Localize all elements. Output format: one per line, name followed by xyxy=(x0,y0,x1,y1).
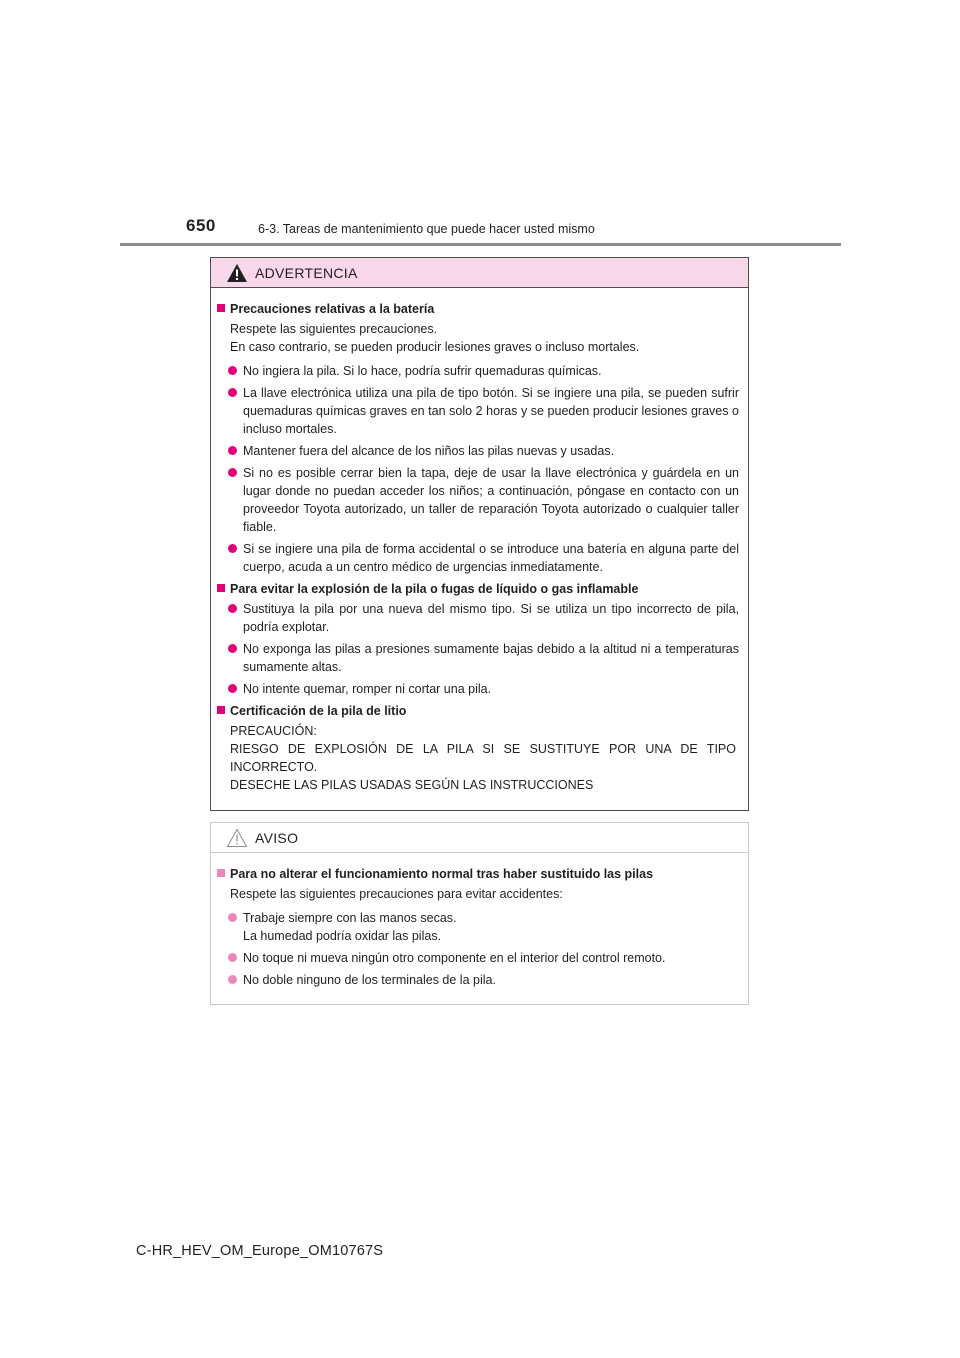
warning-box-header xyxy=(211,258,748,288)
section-title: 6-3. Tareas de mantenimiento que puede hacer usted mismo xyxy=(258,222,595,236)
bullet-dot-icon xyxy=(228,604,237,613)
list-item: La llave electrónica utiliza una pila de tipo botón. Si se ingiere una pila, se pueden sufrir quemaduras químicas graves en tan solo 2 horas y se pueden producir lesiones graves o incluso mortales. xyxy=(217,384,742,438)
bullet-dot-icon xyxy=(228,975,237,984)
list-item: Si no es posible cerrar bien la tapa, deje de usar la llave electrónica y guárdela en un lugar donde no puedan acceder los niños; a continuación, póngase en contacto con un proveedor Toyota autorizado, un taller de reparación Toyota autorizado o cualquier taller fiable. xyxy=(217,464,742,536)
list-item: Sustituya la pila por una nueva del mismo tipo. Si se utiliza un tipo incorrecto de pila, podría explotar. xyxy=(217,600,742,636)
notice-body xyxy=(211,853,748,989)
list-item: Si se ingiere una pila de forma accidental o se introduce una batería en alguna parte del cuerpo, acuda a un centro médico de urgencias inmediatamente. xyxy=(217,540,742,576)
list-item: No intente quemar, romper ni cortar una pila. xyxy=(217,680,742,698)
section-heading: Para no alterar el funcionamiento normal tras haber sustituido las pilas xyxy=(217,865,742,883)
header-rule xyxy=(120,243,841,246)
section-heading: Precauciones relativas a la batería xyxy=(217,300,742,318)
notice-box xyxy=(210,822,749,1005)
list-item: No exponga las pilas a presiones sumamente bajas debido a la altitud ni a temperaturas sumamente altas. xyxy=(217,640,742,676)
list-item: Mantener fuera del alcance de los niños las pilas nuevas y usadas. xyxy=(217,442,742,460)
lithium-certification-text: PRECAUCIÓN: RIESGO DE EXPLOSIÓN DE LA PILA SI SE SUSTITUYE POR UNA DE TIPO INCORRECTO. DESECHE LAS PILAS USADAS SEGÚN LAS INSTRUCCIONES xyxy=(230,724,736,792)
notice-triangle-icon xyxy=(226,828,248,848)
square-bullet-icon xyxy=(217,706,225,714)
square-bullet-icon xyxy=(217,304,225,312)
notice-title: AVISO xyxy=(255,829,299,846)
bullet-dot-icon xyxy=(228,644,237,653)
bullet-dot-icon xyxy=(228,684,237,693)
notice-box-header xyxy=(211,823,748,853)
intro-paragraph: Respete las siguientes precauciones. En caso contrario, se pueden producir lesiones graves o incluso mortales. xyxy=(230,322,640,354)
bullet-dot-icon xyxy=(228,953,237,962)
warning-box xyxy=(210,257,749,811)
warning-triangle-icon xyxy=(226,263,248,283)
list-item: No doble ninguno de los terminales de la pila. xyxy=(217,971,742,989)
warning-title: ADVERTENCIA xyxy=(255,264,358,281)
section-heading: Para evitar la explosión de la pila o fugas de líquido o gas inflamable xyxy=(217,580,742,598)
bullet-dot-icon xyxy=(228,446,237,455)
list-item: No toque ni mueva ningún otro componente en el interior del control remoto. xyxy=(217,949,742,967)
list-item: No ingiera la pila. Si lo hace, podría sufrir quemaduras químicas. xyxy=(217,362,742,380)
warning-body xyxy=(211,288,748,794)
bullet-dot-icon xyxy=(228,544,237,553)
square-bullet-icon xyxy=(217,584,225,592)
page-number: 650 xyxy=(186,216,216,235)
bullet-dot-icon xyxy=(228,468,237,477)
bullet-dot-icon xyxy=(228,388,237,397)
bullet-dot-icon xyxy=(228,366,237,375)
document-code: C-HR_HEV_OM_Europe_OM10767S xyxy=(136,1243,384,1259)
bullet-dot-icon xyxy=(228,913,237,922)
intro-paragraph: Respete las siguientes precauciones para evitar accidentes: xyxy=(230,887,563,901)
square-bullet-icon xyxy=(217,869,225,877)
list-item: Trabaje siempre con las manos secas. La humedad podría oxidar las pilas. xyxy=(217,909,742,945)
section-heading: Certificación de la pila de litio xyxy=(217,702,742,720)
